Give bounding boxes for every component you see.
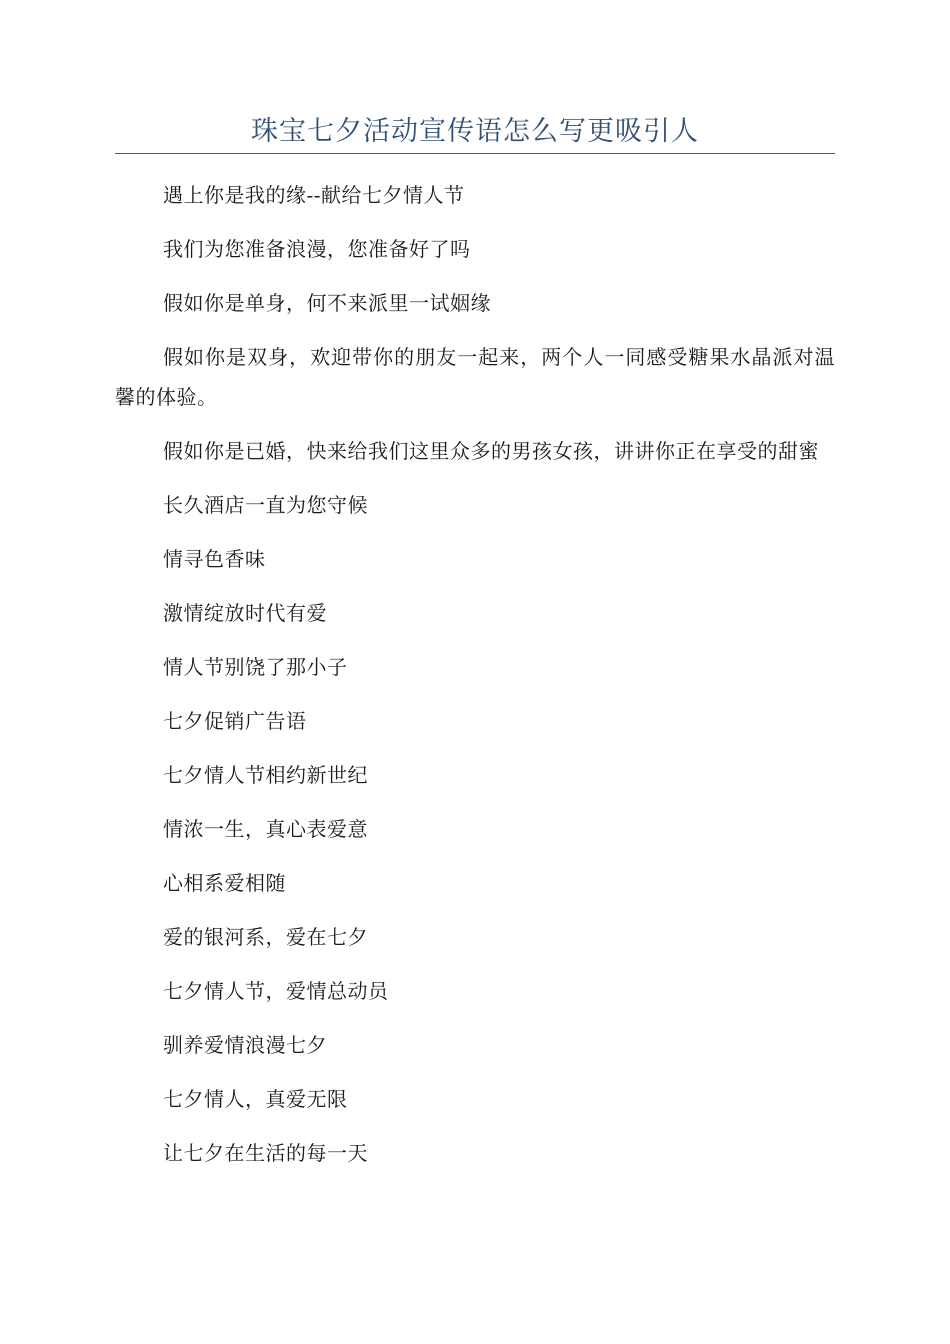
paragraph-4: 假如你是双身，欢迎带你的朋友一起来，两个人一同感受糖果水晶派对温馨的体验。 [115, 345, 835, 409]
paragraph-10: 七夕促销广告语 [163, 709, 307, 733]
paragraph-14: 爱的银河系，爱在七夕 [163, 925, 368, 949]
paragraph-3: 假如你是单身，何不来派里一试姻缘 [163, 291, 491, 315]
paragraph-12: 情浓一生，真心表爱意 [163, 817, 368, 841]
document-title: 珠宝七夕活动宣传语怎么写更吸引人 [251, 116, 699, 147]
paragraph-16: 驯养爱情浪漫七夕 [163, 1033, 327, 1057]
paragraph-9: 情人节别饶了那小子 [163, 655, 348, 679]
paragraph-2: 我们为您准备浪漫，您准备好了吗 [163, 237, 471, 261]
title-underline [115, 153, 835, 154]
paragraph-18: 让七夕在生活的每一天 [163, 1141, 368, 1165]
paragraph-11: 七夕情人节相约新世纪 [163, 763, 368, 787]
paragraph-8: 激情绽放时代有爱 [163, 601, 327, 625]
paragraph-13: 心相系爱相随 [163, 871, 286, 895]
paragraph-1: 遇上你是我的缘--献给七夕情人节 [163, 183, 465, 207]
paragraph-5: 假如你是已婚，快来给我们这里众多的男孩女孩，讲讲你正在享受的甜蜜 [163, 439, 819, 463]
paragraph-17: 七夕情人，真爱无限 [163, 1087, 348, 1111]
paragraph-7: 情寻色香味 [163, 547, 266, 571]
paragraph-6: 长久酒店一直为您守候 [163, 493, 368, 517]
paragraph-15: 七夕情人节，爱情总动员 [163, 979, 389, 1003]
document-body [115, 175, 835, 1187]
